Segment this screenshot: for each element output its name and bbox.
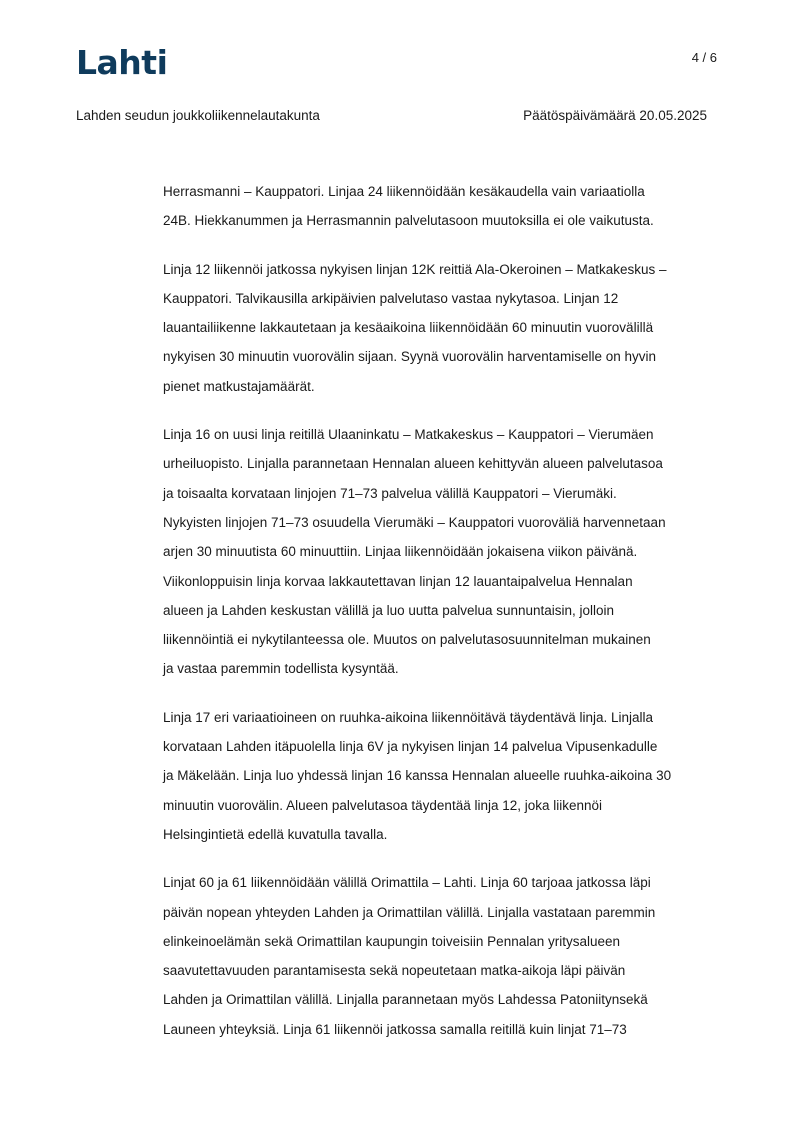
paragraph (163, 868, 718, 1044)
text-line: ja vastaa paremmin todellista kysyntää. (163, 661, 399, 677)
text-line: pienet matkustajamäärät. (163, 378, 315, 394)
text-line: ja Mäkelään. Linja luo yhdessä linjan 16 kanssa Hennalan alueelle ruuhka-aikoina 30 (163, 768, 672, 784)
text-line: Launeen yhteyksiä. Linja 61 liikennöi jatkossa samalla reitillä kuin linjat 71–73 (163, 1021, 627, 1037)
text-line: 24B. Hiekkanummen ja Herrasmannin palvelutasoon muutoksilla ei ole vaikutusta. (163, 213, 654, 229)
text-line: Herrasmanni – Kauppatori. Linjaa 24 liikennöidään kesäkaudella vain variaatiolla (163, 184, 645, 199)
paragraph (163, 703, 718, 849)
paragraph (163, 420, 718, 684)
text-line: Linja 17 eri variaatioineen on ruuhka-aikoina liikennöitävä täydentävä linja. Linjalla (163, 709, 654, 725)
text-line: elinkeinoelämän sekä Orimattilan kaupungin toiveisiin Pennalan yritysalueen (163, 933, 621, 949)
text-line: Kauppatori. Talvikausilla arkipäivien palvelutaso vastaa nykytasoa. Linjan 12 (163, 290, 619, 306)
text-line: Lahden ja Orimattilan välillä. Linjalla parannetaan myös Lahdessa Patoniitynsekä (163, 992, 648, 1008)
text-line: arjen 30 minuutista 60 minuuttiin. Linjaa liikennöidään jokaisena viikon päivänä. (163, 544, 638, 560)
text-line: Linja 12 liikennöi jatkossa nykyisen linjan 12K reittiä Ala-Okeroinen – Matkakeskus – (163, 261, 667, 277)
paragraph (163, 177, 718, 236)
text-line: Linja 16 on uusi linja reitillä Ulaaninkatu – Matkakeskus – Kauppatori – Vierumäen (163, 427, 654, 443)
text-line: alueen ja Lahden keskustan välillä ja luo uutta palvelua sunnuntaisin, jolloin (163, 602, 615, 618)
text-line: liikennöintiä ei nykytilanteessa ole. Muutos on palvelutasosuunnitelman mukainen (163, 632, 651, 648)
text-line: päivän nopean yhteyden Lahden ja Orimattilan välillä. Linjalla vastataan paremmin (163, 904, 656, 920)
decision-date: Päätöspäivämäärä 20.05.2025 (523, 108, 707, 123)
text-line: urheiluopisto. Linjalla parannetaan Hennalan alueen kehittyvän alueen palvelutasoa (163, 456, 663, 472)
text-line: saavutettavuuden parantamisesta sekä nopeutetaan matka-aikoja läpi päivän (163, 963, 626, 979)
text-line: Nykyisten linjojen 71–73 osuudella Vierumäki – Kauppatori vuoroväliä harvennetaan (163, 514, 666, 530)
text-line: lauantailiikenne lakkautetaan ja kesäaikoina liikennöidään 60 minuutin vuorovälillä (163, 320, 654, 336)
organization-name: Lahden seudun joukkoliikennelautakunta (76, 108, 320, 123)
text-line: minuutin vuorovälin. Alueen palvelutasoa täydentää linja 12, joka liikennöi (163, 797, 603, 813)
text-line: Helsingintietä edellä kuvatulla tavalla. (163, 826, 388, 842)
document-body (163, 177, 718, 1063)
text-line: nykyisen 30 minuutin vuorovälin sijaan. Syynä vuorovälin harventamiselle on hyvin (163, 349, 657, 365)
text-line: Linjat 60 ja 61 liikennöidään välillä Orimattila – Lahti. Linja 60 tarjoaa jatkossa läpi (163, 875, 651, 891)
text-line: korvataan Lahden itäpuolella linja 6V ja nykyisen linjan 14 palvelua Vipusenkadulle (163, 739, 658, 755)
text-line: ja toisaalta korvataan linjojen 71–73 palvelua välillä Kauppatori – Vierumäki. (163, 485, 617, 501)
text-line: Viikonloppuisin linja korvaa lakkautettavan linjan 12 lauantaipalvelua Hennalan (163, 573, 633, 589)
page-number: 4 / 6 (691, 50, 717, 65)
lahti-logo: Lahti (76, 43, 168, 82)
paragraph (163, 255, 718, 401)
